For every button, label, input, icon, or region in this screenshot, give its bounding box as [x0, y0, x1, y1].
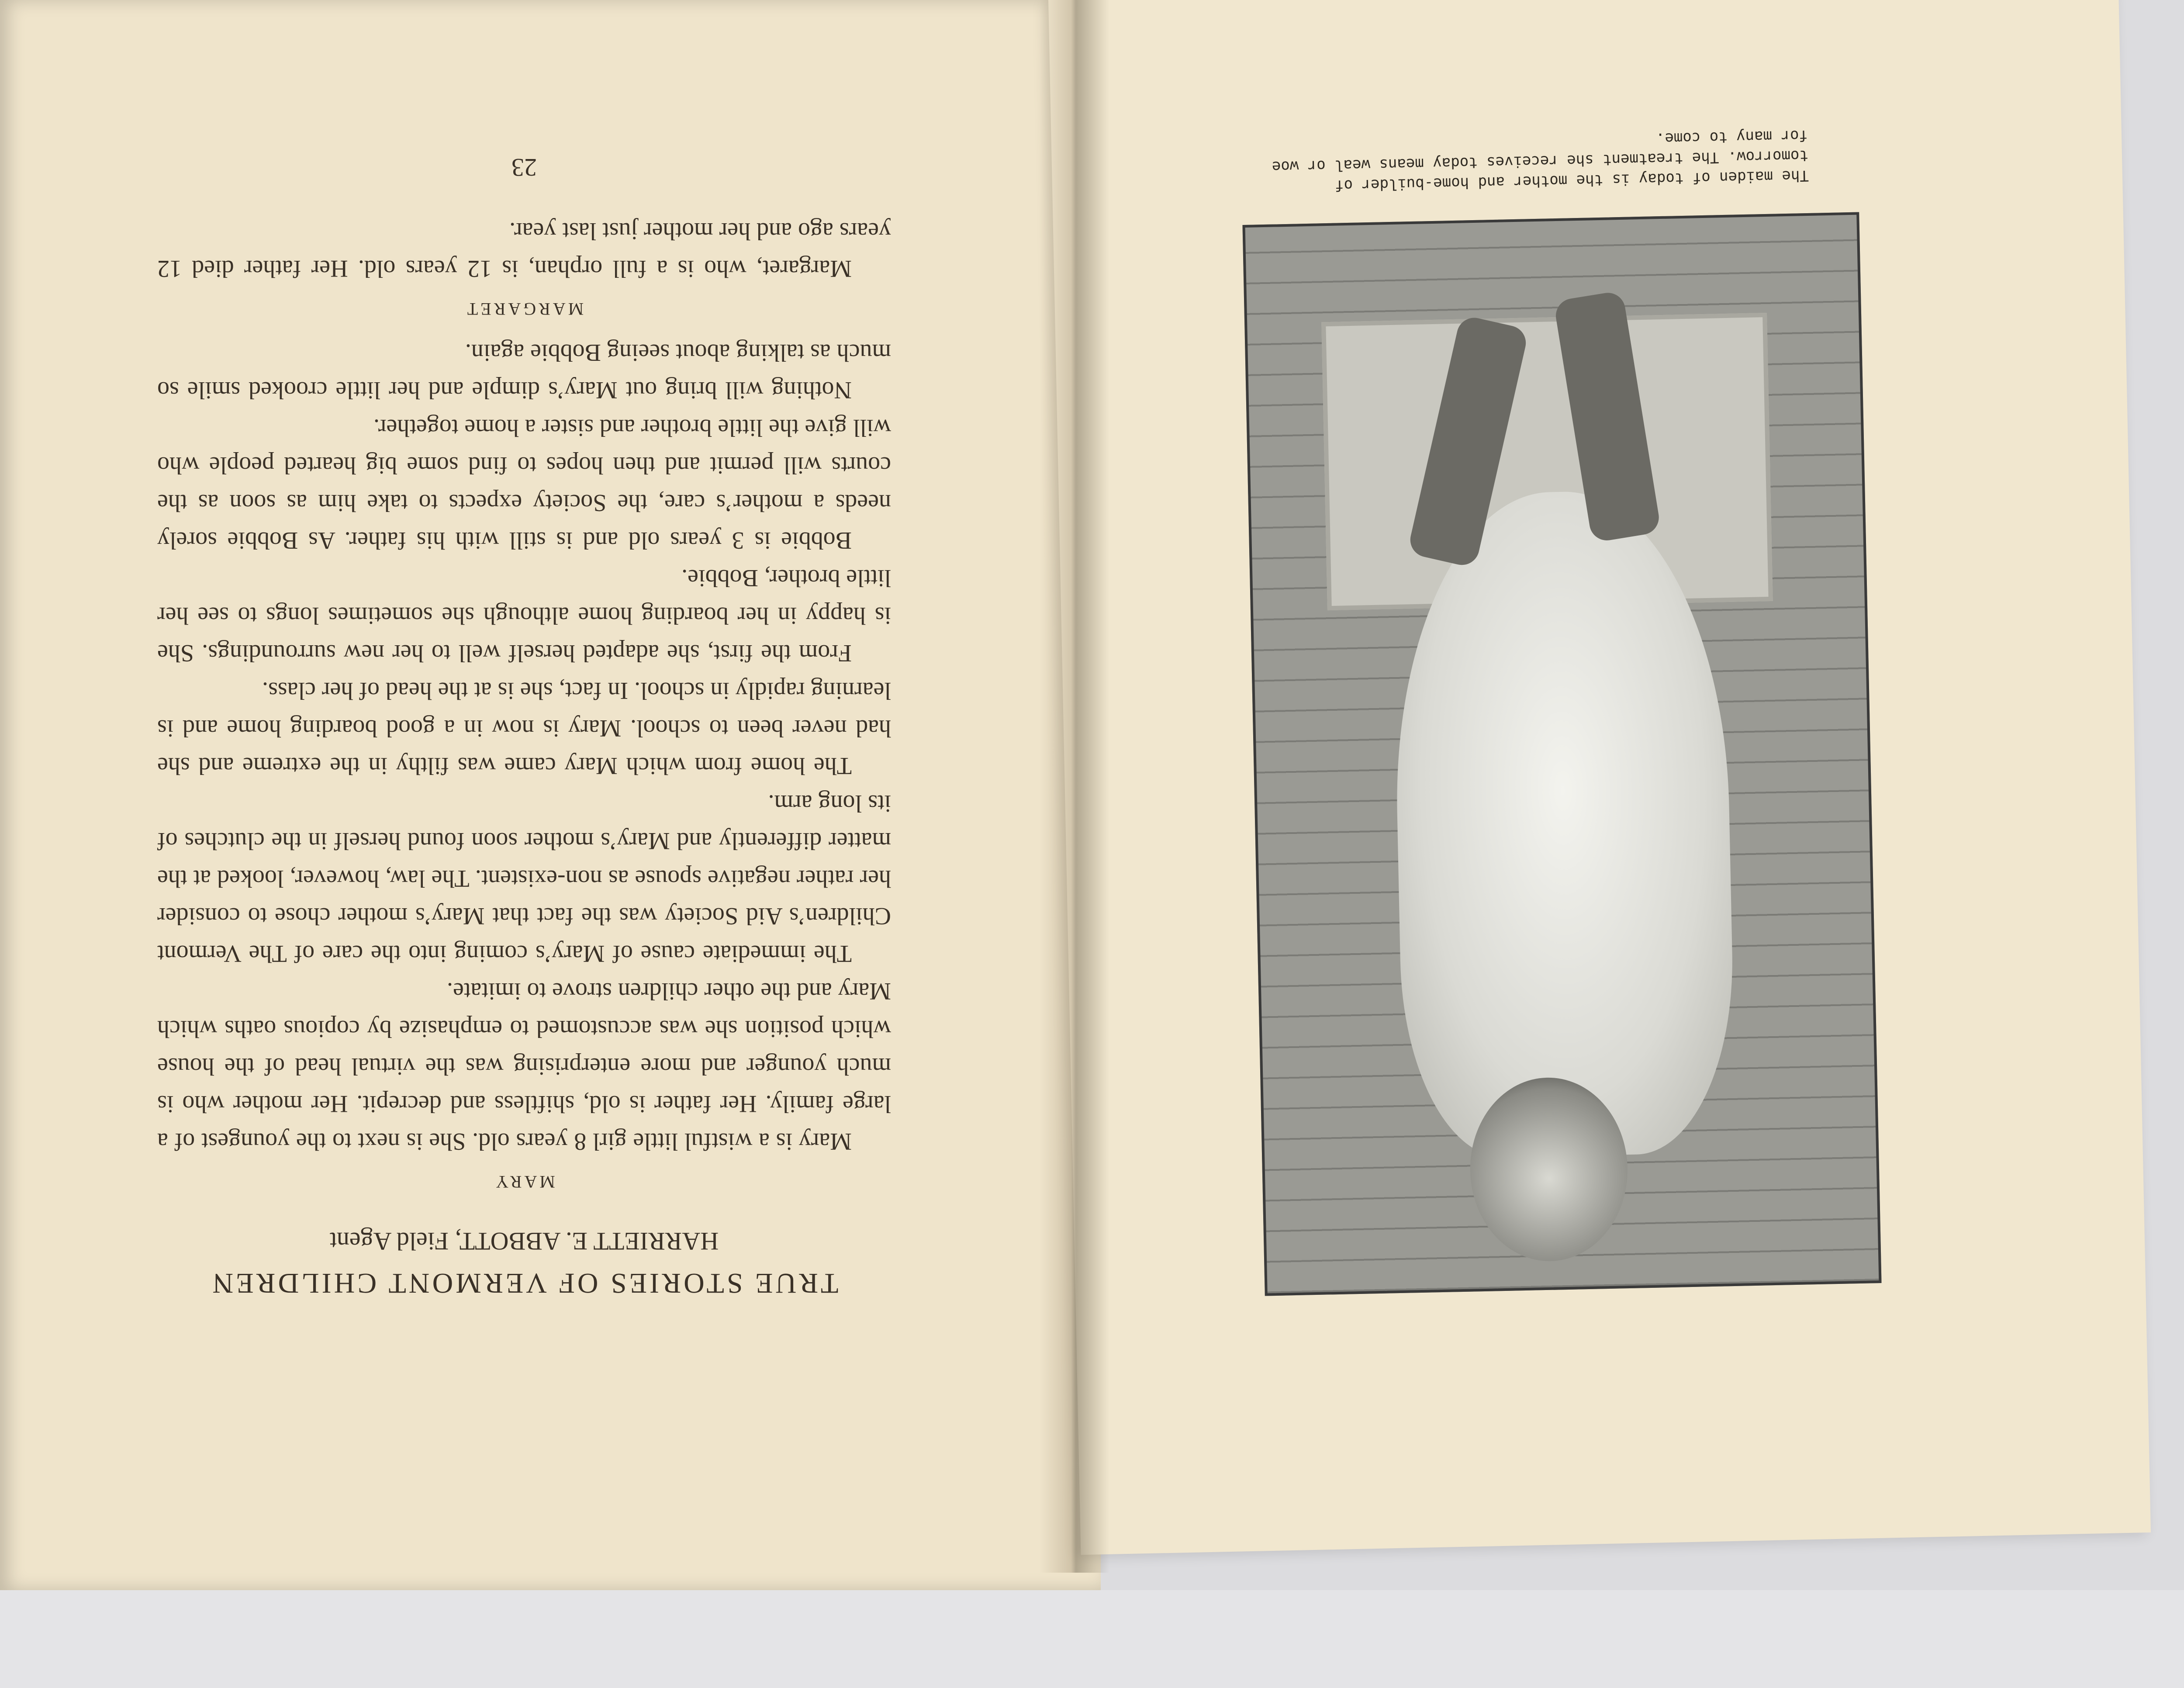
article-title: TRUE STORIES OF VERMONT CHILDREN: [210, 1267, 839, 1299]
paragraph: Margaret, who is a full orphan, is 12 years old. Her father died 12 years ago and her mother just last year.: [157, 218, 891, 282]
girl-photograph: [1242, 212, 1881, 1296]
photo-caption: The maiden of today is the mother and home-builder of tomorrow. The treatment she receives today means weal or woe for many to come.: [1272, 126, 1809, 194]
article-byline: HARRIETT E. ABBOTT, Field Agent: [329, 1227, 719, 1256]
paragraph: Nothing will bring out Mary’s dimple and her little crooked smile so much as talking about seeing Bobbie again.: [157, 339, 891, 404]
upside-down-text-block: [157, 114, 891, 1302]
paragraph: Bobbie is 3 years old and is still with his father. As Bobbie sorely needs a mother’s care, the Society expects to take him as soon as the courts will permit and then hopes to find some big hearted people who will give the little brother and sister a home together.: [157, 414, 891, 554]
book-gutter: [1040, 0, 1109, 1573]
desk-background: [0, 1590, 2184, 1688]
paragraph: The home from which Mary came was filthy in the extreme and she had never been to school. Mary is now in a good boarding home and is learning rapidly in school. In fact, she is at the head of her class.: [157, 677, 891, 779]
section-heading-margaret: MARGARET: [464, 299, 584, 319]
page-number: 23: [511, 153, 537, 182]
left-page: [0, 0, 1101, 1590]
paragraph: Mary is a wistful little girl 8 years old. She is next to the youngest of a large family. Her father is old, shiftless and decrepit. Her mother who is much younger and more enterprising was the virtual head of the house which position she was accustomed to emphasize by copious oaths which Mary and the other children strove to imitate.: [157, 978, 891, 1155]
section-heading-mary: MARY: [493, 1172, 555, 1192]
paragraph: The immediate cause of Mary’s coming into the care of The Vermont Children’s Aid Society was the fact that Mary’s mother chose to consider her rather negative spouse as non-existent. The law, however, looked at the matter differently and Mary’s mother soon found herself in the clutches of its long arm.: [157, 790, 891, 967]
paragraph: From the first, she adapted herself well to her new surroundings. She is happy in her boarding home although she sometimes longs to see her little brother, Bobbie.: [157, 564, 891, 667]
